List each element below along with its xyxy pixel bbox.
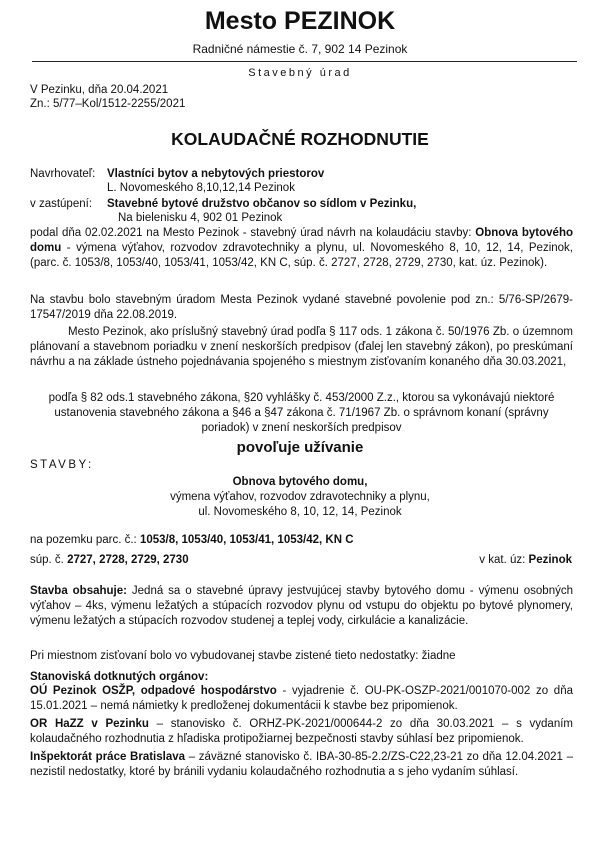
defects-statement: Pri miestnom zisťovaní bolo vo vybudovanej stavbe zistené tieto nedostatky: žiadne xyxy=(30,650,456,662)
reference-number: Zn.: 5/77–Kol/1512-2255/2021 xyxy=(30,98,186,110)
cadastral-area: v kat. úz: Pezinok xyxy=(479,554,572,566)
building-address: ul. Novomeského 8, 10, 12, 14, Pezinok xyxy=(198,506,402,518)
organ-opinion: OÚ Pezinok OSŽP, odpadové hospodárstvo - vyjadrenie č. OU-PK-OSZP-2021/001070-002 zo dňa 15.01.2021 – nemá námietky k predloženej dokumentácii k stavbe bez pripomienok. xyxy=(30,685,573,712)
representative-name: Stavebné bytové družstvo občanov so sídlom v Pezinku, xyxy=(107,198,417,210)
document-title: KOLAUDAČNÉ ROZHODNUTIE xyxy=(171,129,429,149)
header-divider xyxy=(32,61,577,62)
organs-heading: Stanoviská dotknutých orgánov: xyxy=(30,671,209,683)
applicant-label: Navrhovateľ: xyxy=(30,168,96,180)
office-name: Stavebný úrad xyxy=(248,67,352,79)
building-name: Obnova bytového domu, xyxy=(232,476,368,488)
applicant-name: Vlastníci bytov a nebytových priestorov xyxy=(107,168,325,180)
decision-heading: povoľuje užívanie xyxy=(236,439,364,456)
applicant-address: L. Novomeského 8,10,12,14 Pezinok xyxy=(107,182,295,194)
stavby-label: STAVBY: xyxy=(30,459,94,471)
building-scope: výmena výťahov, rozvodov zdravotechniky a plynu, xyxy=(170,491,430,503)
representative-address: Na bielenisku 4, 902 01 Pezinok xyxy=(118,212,283,224)
city-title: Mesto PEZINOK xyxy=(204,7,396,35)
building-contents: Stavba obsahuje: Jedná sa o stavebné úpravy jestvujúcej stavby bytového domu - výmenu osobných výťahov – 4ks, výmenu ležatých a stúpacích rozvodov plynu od vstupu do objektu po bytové plynomery, výmenu ležatých a stúpacích rozvodov studenej a teplej vody, cirkulácie a kanalizácie. xyxy=(30,585,573,627)
authority-paragraph: Mesto Pezinok, ako príslušný stavebný úrad podľa § 117 ods. 1 zákona č. 50/1976 Zb. o územnom plánovaní a stavebnom poriadku v znení neskorších predpisov (ďalej len stavebný zákon), po preskúmaní návrhu a na základe ústneho pojednávania spojeného s miestnym zisťovaním konaného dňa 30.03.2021, xyxy=(30,326,573,368)
parcel-line: na pozemku parc. č.: 1053/8, 1053/40, 1053/41, 1053/42, KN C xyxy=(30,534,354,546)
city-address: Radničné námestie č. 7, 902 14 Pezinok xyxy=(192,42,408,56)
application-paragraph: podal dňa 02.02.2021 na Mesto Pezinok - stavebný úrad návrh na kolaudáciu stavby: Obnova bytového domu - výmena výťahov, rozvodov zdravotechniky a plynu, ul. Novomeského 8, 10, 12, 14, Pezinok, (parc. č. 1053/8, 1053/40, 1053/41, 1053/42, KN C, súp. č. 2727, 2728, 2729, 2730, kat. úz. Pezinok). xyxy=(30,227,573,269)
sup-line: súp. č. 2727, 2728, 2729, 2730 xyxy=(30,554,189,566)
organ-opinion: Inšpektorát práce Bratislava – záväzné stanovisko č. IBA-30-85-2.2/ZS-C22,23-21 zo dňa 12.04.2021 – nezistil nedostatky, ktoré by bránili vydaniu kolaudačného rozhodnutia a s jeho vydaním súhlasí. xyxy=(30,751,573,778)
legal-basis-paragraph: podľa § 82 ods.1 stavebného zákona, §20 vyhlášky č. 453/2000 Z.z., ktorou sa vykonávajú niektoré ustanovenia stavebného zákona a §46 a §47 zákona č. 71/1967 Zb. o správnom konaní (správny poriadok) v znení neskorších predpisov xyxy=(48,392,555,434)
issue-date: V Pezinku, dňa 20.04.2021 xyxy=(30,84,169,96)
representative-label: v zastúpení: xyxy=(30,198,93,210)
organ-opinion: OR HaZZ v Pezinku – stanovisko č. ORHZ-PK-2021/000644-2 zo dňa 30.03.2021 – s vydaním kolaudačného rozhodnutia z hľadiska protipožiarnej bezpečnosti stavby súhlasí bez pripomienok. xyxy=(30,718,573,745)
permit-paragraph: Na stavbu bolo stavebným úradom Mesta Pezinok vydané stavebné povolenie pod zn.: 5/76-SP/2679-17547/2019 dňa 22.08.2019. xyxy=(30,294,573,321)
